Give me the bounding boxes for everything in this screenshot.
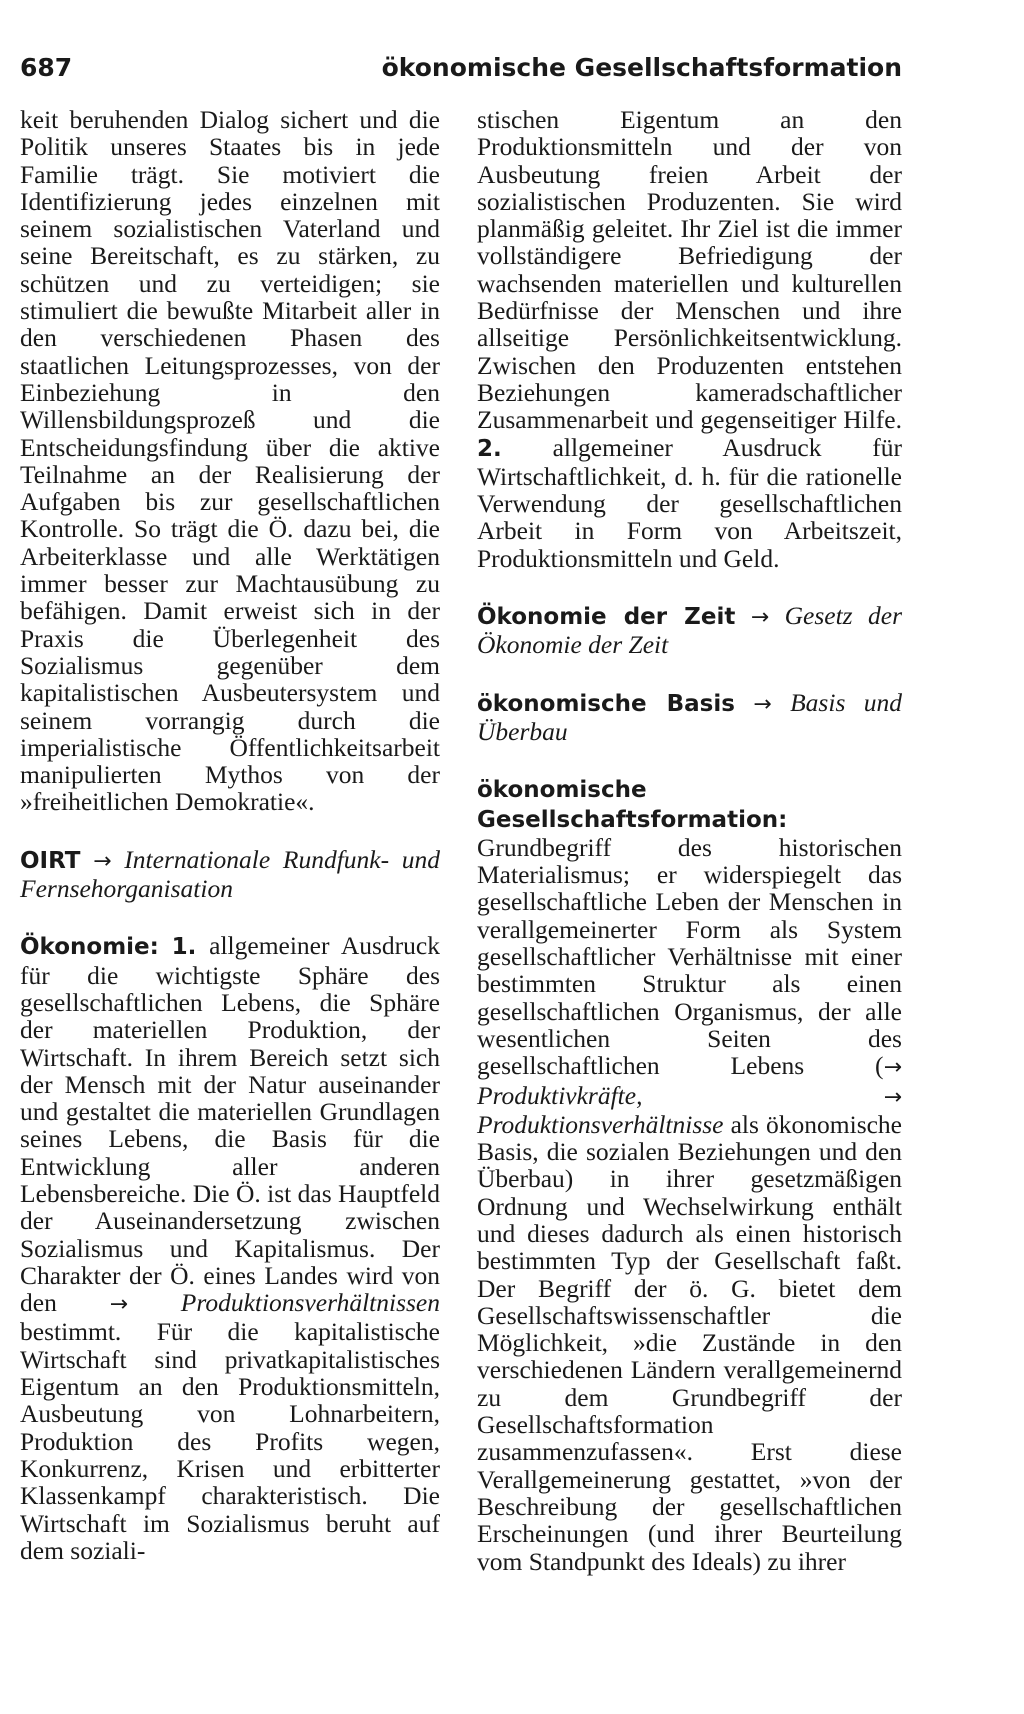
- running-title: ökonomische Gesellschaftsformation: [381, 53, 902, 82]
- entry-headword: Ökonomie der Zeit: [477, 604, 736, 631]
- entry-oekonomische-basis: [477, 689, 902, 746]
- entry-headword: Ökonomie:: [20, 934, 159, 961]
- entry-headword: OIRT: [20, 847, 81, 874]
- continuation-text: [477, 106, 902, 572]
- cross-reference: Produktivkräfte,: [477, 1080, 643, 1110]
- continuation-text: keit beruhenden Dialog sichert und die Politik unseres Staates bis in jede Familie trägt. Sie motiviert die Identifizierung jedes einzelnen mit seinem sozialistischen Vaterland und seine Bereitschaft, es zu stärken, zu schützen und zu verteidigen; sie stimuliert die bewußte Mitarbeit aller in den verschiedenen Phasen des staatlichen Leitungsprozesses, von der Einbeziehung in den Willensbildungsprozeß und die Entscheidungsfindung über die aktive Teilnahme an der Realisierung der Aufgaben bis zur gesellschaftlichen Kontrolle. So trägt die Ö. dazu bei, die Arbeiterklasse und alle Werktätigen immer besser zur Machtausübung zu befähigen. Damit erweist sich in der Praxis die Überlegenheit des Sozialismus gegenüber dem kapitalistischen Ausbeutersystem und seinem vorrangig durch die imperialistische Öffentlichkeitsarbeit manipulierten Mythos von der »freiheitlichen Demokratie«.: [20, 105, 440, 817]
- definition-text: allgemeiner Ausdruck für die wichtigste Sphäre des gesellschaftlichen Lebens, die Sphäre der materiellen Produktion, der Wirtschaft. In ihrem Bereich setzt sich der Mensch mit der Natur auseinander und gestaltet die materiellen Grundlagen seines Lebens, die Basis für die Entwicklung aller anderen Lebensbereiche. Die Ö. ist das Hauptfeld der Auseinandersetzung zwischen Sozialismus und Kapitalismus. Der Charakter der Ö. eines Landes wird von den: [20, 931, 440, 1318]
- cross-reference: Gesetz der Ökonomie der Zeit: [477, 601, 903, 660]
- entry-headword: ökonomische Basis: [477, 690, 735, 717]
- cross-reference-arrow-icon: →: [93, 848, 112, 874]
- sense-number: 2.: [477, 435, 502, 462]
- cross-reference: Produktionsverhältnisse: [477, 1109, 724, 1139]
- definition-text: Grundbegriff des historischen Materialismus; er widerspiegelt das gesellschaftliche Leben der Menschen in verallgemeinerter Form als System gesellschaftlicher Verhältnisse mit einer bestimmten Struktur als einen gesellschaftlichen Organismus, der alle wesentlichen Seiten des gesellschaftlichen Lebens (: [477, 832, 902, 1081]
- cross-reference-arrow-icon: →: [883, 1084, 902, 1110]
- entry-oirt: [20, 846, 440, 903]
- running-header: [20, 52, 902, 84]
- left-column: [20, 106, 440, 1564]
- cross-reference-arrow-icon: →: [753, 691, 772, 717]
- page-number: 687: [20, 53, 73, 82]
- cross-reference: Produktionsverhältnissen: [180, 1288, 440, 1318]
- definition-text: als ökonomische Basis, die sozialen Beziehungen und den Überbau) in ihrer gesetzmäßigen Ordnung und Wechselwirkung enthält und dieses dadurch als einen historisch bestimmten Typ der Gesellschaft faßt. Der Begriff der ö. G. bietet dem Gesellschaftswissenschaftler die Möglichkeit, »die Zustände in den verschiedenen Ländern verallgemeinernd zu dem Grundbegriff der Gesellschaftsformation zusammenzufassen«. Erst diese Verallgemeinerung gestattet, »von der Beschreibung der gesellschaftlichen Erscheinungen (und ihrer Beurteilung vom Standpunkt des Ideals) zu ihrer: [477, 1109, 903, 1576]
- definition-text: bestimmt. Für die kapitalistische Wirtschaft sind privatkapitalistisches Eigentum an den Produktionsmitteln, Ausbeutung von Lohnarbeitern, Produktion des Profits wegen, Konkurrenz, Krisen und erbitterter Klassenkampf charakteristisch. Die Wirtschaft im Sozialismus beruht auf dem soziali-: [20, 1317, 440, 1565]
- entry-headword: ökonomische Gesellschaftsformation:: [477, 777, 788, 833]
- cross-reference-arrow-icon: →: [109, 1292, 129, 1318]
- entry-oekonomie: [20, 932, 440, 1564]
- entry-oekonomie-der-zeit: [477, 602, 902, 659]
- definition-text: allgemeiner Ausdruck für Wirtschaftlichkeit, d. h. für die rationelle Verwendung der gesellschaftlichen Arbeit in Form von Arbeitszeit, Produktionsmitteln und Geld.: [477, 432, 903, 573]
- cross-reference: Basis und Überbau: [477, 687, 902, 746]
- cross-reference: Internationale Rundfunk- und Fernsehorganisation: [20, 844, 441, 904]
- definition-text: stischen Eigentum an den Produktionsmitteln und der von Ausbeutung freien Arbeit der sozialistischen Produzenten. Sie wird planmäßig geleitet. Ihr Ziel ist die immer vollständigere Befriedigung der wachsenden materiellen und kulturellen Bedürfnisse der Menschen und ihre allseitige Persönlichkeitsentwicklung. Zwischen den Produzenten entstehen Beziehungen kameradschaftlicher Zusammenarbeit und gegenseitiger Hilfe.: [477, 105, 902, 435]
- sense-number: 1.: [171, 934, 197, 961]
- cross-reference-arrow-icon: →: [883, 1055, 902, 1081]
- cross-reference-arrow-icon: →: [750, 605, 770, 631]
- entry-oekonomische-gesellschaftsformation: [477, 775, 902, 1575]
- right-column: [477, 106, 902, 1575]
